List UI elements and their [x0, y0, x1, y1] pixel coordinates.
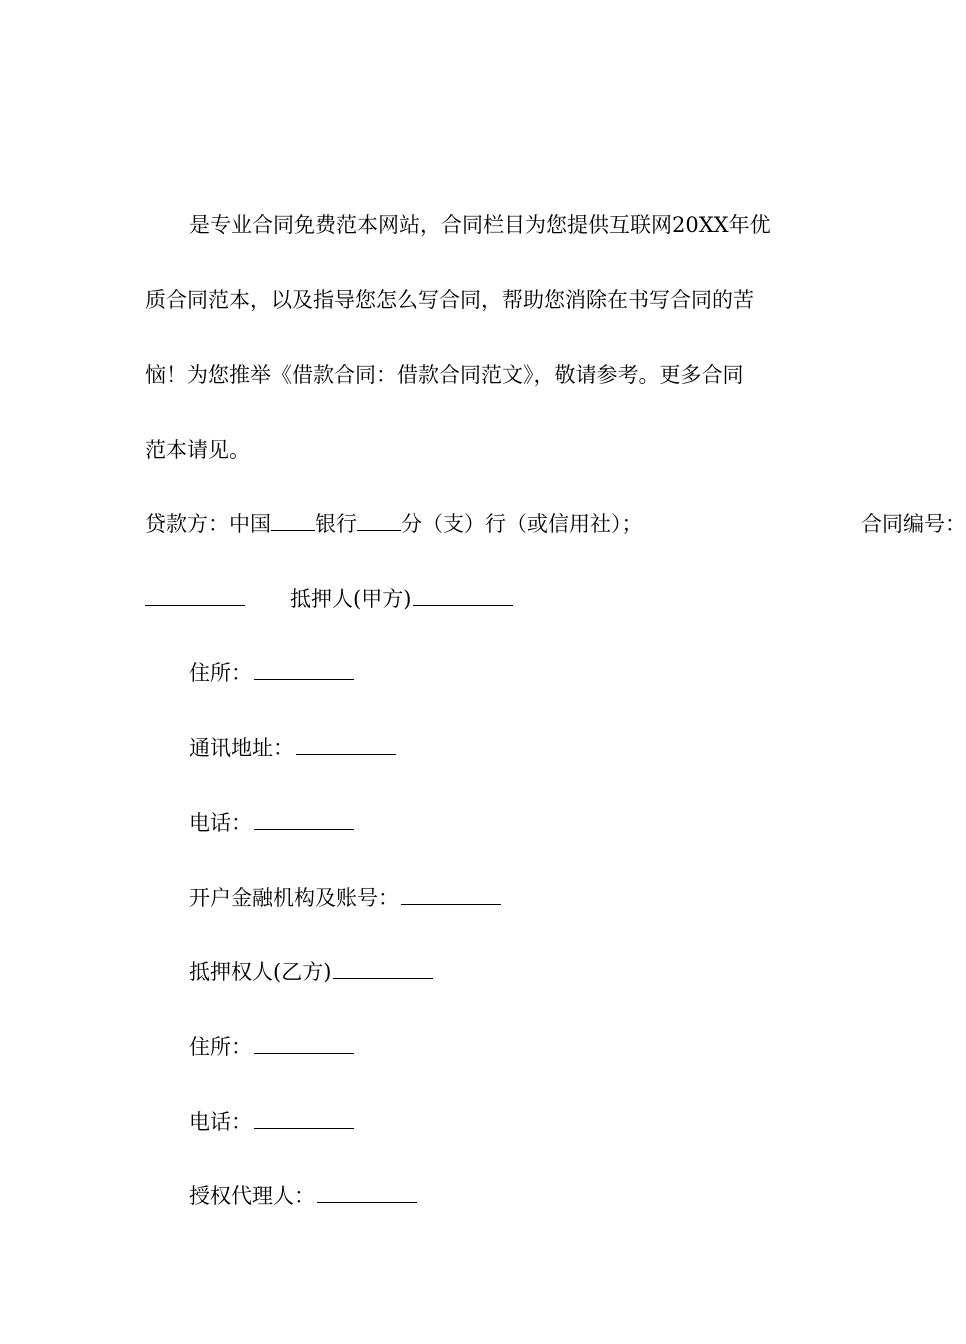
contract-number-label: 合同编号： — [861, 512, 966, 536]
intro-paragraph — [145, 204, 810, 504]
party-b-name-blank — [333, 956, 433, 979]
lender-prefix: 贷款方：中国 — [145, 512, 271, 536]
lender-bank: 银行 — [315, 512, 357, 536]
party-a-title: 抵押人(甲方) — [290, 587, 412, 611]
party-a-address-label: 住所： — [189, 661, 252, 685]
party-a-address-blank — [254, 657, 354, 680]
party-a-bank-label: 开户金融机构及账号： — [189, 886, 399, 910]
party-a-name-blank — [413, 583, 513, 606]
party-b-phone-blank — [254, 1106, 354, 1129]
lender-branch: 分（支）行（或信用社）； — [401, 512, 643, 536]
party-b-agent-label: 授权代理人： — [189, 1184, 315, 1208]
intro-line-3: 恼！为您推举《借款合同：借款合同范文》，敬请参考。更多合同 — [145, 363, 744, 387]
party-b-address-blank — [254, 1031, 354, 1054]
party-a-phone-label: 电话： — [189, 811, 252, 835]
contract-number-blank — [145, 583, 245, 606]
party-a-phone-blank — [254, 807, 354, 830]
party-b-phone-label: 电话： — [189, 1110, 252, 1134]
party-a-phone-line — [189, 802, 354, 844]
party-a-mail-blank — [296, 732, 396, 755]
party-b-agent-line — [189, 1175, 417, 1217]
intro-line-2: 质合同范本，以及指导您怎么写合同，帮助您消除在书写合同的苦 — [145, 288, 754, 312]
party-a-mail-label: 通讯地址： — [189, 736, 294, 760]
party-a-line — [145, 578, 513, 620]
party-a-address-line — [189, 652, 354, 694]
party-a-bank-blank — [401, 882, 501, 905]
party-b-title-line — [189, 951, 433, 993]
party-b-address-line — [189, 1026, 354, 1068]
party-b-phone-line — [189, 1101, 354, 1143]
branch-name-blank — [357, 508, 401, 531]
party-b-address-label: 住所： — [189, 1035, 252, 1059]
intro-line-1: 是专业合同免费范本网站，合同栏目为您提供互联网20XX年优 — [189, 213, 771, 237]
lender-line — [145, 503, 966, 545]
party-b-agent-blank — [317, 1180, 417, 1203]
party-a-mail-line — [189, 727, 396, 769]
bank-name-blank — [271, 508, 315, 531]
party-b-title: 抵押权人(乙方) — [189, 960, 332, 984]
party-a-bank-line — [189, 877, 501, 919]
intro-line-4: 范本请见。 — [145, 438, 250, 462]
